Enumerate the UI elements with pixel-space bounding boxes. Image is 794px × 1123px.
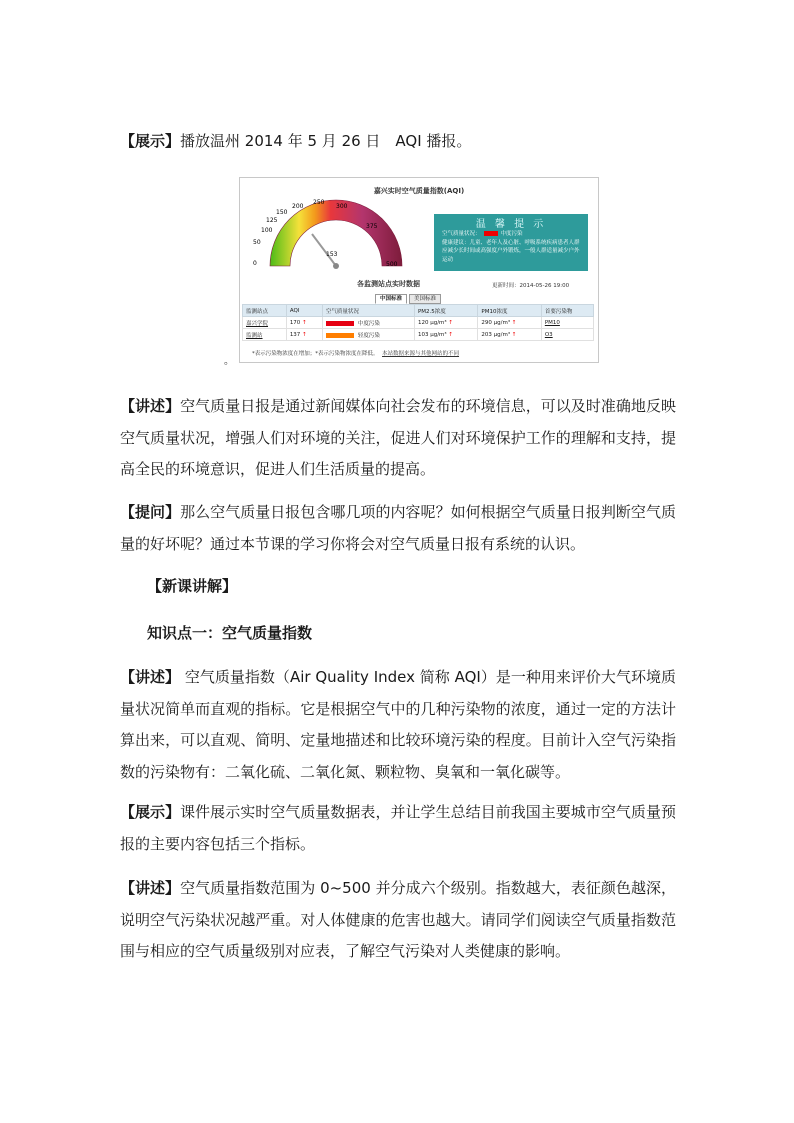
scale-250: 250	[313, 199, 325, 206]
scale-500: 500	[386, 261, 398, 268]
paragraph-4	[120, 797, 676, 860]
header-pm10: PM10浓度	[478, 305, 541, 317]
stations-title: 各监测站点实时数据	[357, 280, 420, 288]
tips-advice: 健康建议：儿童、老年人及心脏、呼吸系统疾病患者人群应减少长时间或高强度户外锻炼，一般人群适量减少户外运动	[442, 239, 580, 263]
note-text: *表示污染物浓度在增加；*表示污染物浓度在降低。	[252, 351, 379, 357]
paragraph-2	[120, 497, 676, 560]
tips-title: 温 馨 提 示	[475, 219, 547, 230]
scale-100: 100	[261, 227, 273, 234]
intro-text: 播放温州 2014 年 5 月 26 日 AQI 播报。	[180, 132, 472, 150]
p1-tag: 【讲述】	[120, 397, 181, 415]
tab-us-standard[interactable]: 美国标准	[409, 294, 441, 304]
p2-text: 那么空气质量日报包含哪几项的内容呢？如何根据空气质量日报判断空气质量的好坏呢？通过本节课的学习你将会对空气质量日报有系统的认识。	[120, 503, 676, 553]
header-station: 监测站点	[243, 305, 287, 317]
status-cell: 轻度污染	[322, 329, 414, 341]
p4-text: 课件展示实时空气质量数据表，并让学生总结目前我国主要城市空气质量预报的主要内容包括三个指标。	[120, 803, 676, 853]
station-table	[242, 304, 594, 341]
station-link[interactable]: 嘉兴学院	[243, 317, 287, 329]
scale-125: 125	[266, 217, 278, 224]
paragraph-1	[120, 391, 676, 486]
trailing-mark: 。	[224, 356, 234, 367]
trend-up-icon: ↑	[511, 319, 517, 326]
table-row	[243, 329, 594, 341]
p2-tag: 【提问】	[120, 503, 181, 521]
gauge-needle	[312, 234, 336, 266]
table-row	[243, 317, 594, 329]
pm25-cell: 103 μg/m³ ↑	[414, 329, 477, 341]
scale-150: 150	[276, 209, 288, 216]
scale-0: 0	[253, 260, 257, 267]
pm25-cell: 120 μg/m³ ↑	[414, 317, 477, 329]
aqi-cell: 170 ↑	[286, 317, 322, 329]
tips-body	[442, 230, 582, 264]
p3-text: 空气质量指数（Air Quality Index 简称 AQI）是一种用来评价大气环境质量状况简单而直观的指标。它是根据空气中的几种污染物的浓度，通过一定的方法计算出来，可以直观、简明、定量地描述和比较环境污染的程度。目前计入空气污染指数的污染物有：二氧化硫、二氧化氮、颗粒物、臭氧和一氧化碳等。	[120, 668, 676, 781]
note-link[interactable]: 本站数据来源与其他网站的不同	[382, 351, 460, 357]
scale-375: 375	[366, 223, 378, 230]
status-bar	[326, 333, 354, 338]
scale-300: 300	[336, 203, 348, 210]
p1-text: 空气质量日报是通过新闻媒体向社会发布的环境信息，可以及时准确地反映空气质量状况，增强人们对环境的关注，促进人们对环境保护工作的理解和支持，提高全民的环境意识，促进人们生活质量的提高。	[120, 397, 676, 478]
aqi-figure	[239, 177, 599, 363]
status-cell: 中度污染	[322, 317, 414, 329]
intro-tag: 【展示】	[120, 132, 181, 150]
knowledge-heading: 知识点一：空气质量指数	[147, 624, 313, 642]
tips-status-value: 中度污染	[500, 231, 523, 237]
p3-tag: 【讲述】	[120, 668, 181, 686]
status-bar	[326, 321, 354, 326]
gauge-value-label: 153	[326, 251, 338, 258]
trend-up-icon: ↑	[511, 331, 517, 338]
p5-tag: 【讲述】	[120, 879, 181, 897]
p4-tag: 【展示】	[120, 803, 181, 821]
primary-pollutant-link[interactable]: O3	[541, 329, 593, 341]
pm10-cell: 203 μg/m³ ↑	[478, 329, 541, 341]
trend-up-icon: ↑	[448, 331, 453, 338]
intro-paragraph	[120, 126, 676, 158]
trend-up-icon: ↑	[302, 331, 307, 338]
header-status: 空气质量状况	[322, 305, 414, 317]
primary-pollutant-link[interactable]: PM10	[541, 317, 593, 329]
scale-200: 200	[292, 203, 304, 210]
status-swatch	[484, 231, 498, 236]
aqi-cell: 137 ↑	[286, 329, 322, 341]
figure-note	[252, 349, 459, 357]
paragraph-5	[120, 873, 676, 968]
tips-box	[434, 214, 588, 271]
table-header-row	[243, 305, 594, 317]
paragraph-3	[120, 662, 676, 788]
standard-tabs	[375, 294, 441, 304]
station-link[interactable]: 监测站	[243, 329, 287, 341]
update-time: 更新时间：2014-05-26 19:00	[492, 283, 570, 289]
p5-text: 空气质量指数范围为 0~500 并分成六个级别。指数越大，表征颜色越深，说明空气污染状况越严重。对人体健康的危害也越大。请同学们阅读空气质量指数范围与相应的空气质量级别对应表，了解空气污染对人类健康的影响。	[120, 879, 676, 960]
tips-status-label: 空气质量状况：	[442, 231, 481, 237]
figure-title: 嘉兴实时空气质量指数(AQI)	[373, 187, 465, 195]
header-pm25: PM2.5浓度	[414, 305, 477, 317]
pm10-cell: 290 μg/m³ ↑	[478, 317, 541, 329]
trend-up-icon: ↑	[448, 319, 453, 326]
header-primary: 首要污染物	[541, 305, 593, 317]
section-heading: 【新课讲解】	[147, 577, 238, 595]
trend-up-icon: ↑	[302, 319, 307, 326]
tab-china-standard[interactable]: 中国标准	[375, 294, 407, 304]
header-aqi: AQI	[286, 305, 322, 317]
scale-50: 50	[253, 239, 261, 246]
